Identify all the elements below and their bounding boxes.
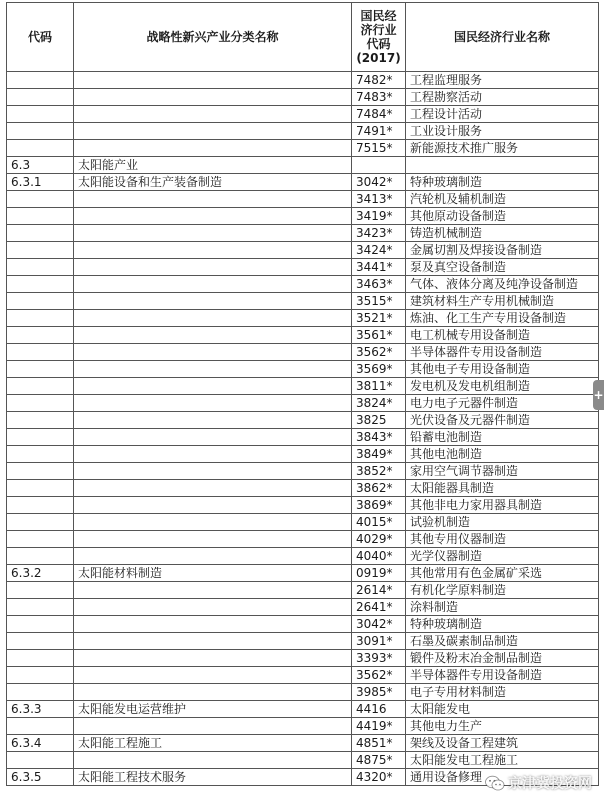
row-code [7,344,74,361]
row-code [7,480,74,497]
table-row [7,548,599,565]
row-code [7,718,74,735]
row-code [7,548,74,565]
row-national-name: 发电机及发电机组制造 [406,378,599,395]
row-category-name: 太阳能材料制造 [74,565,352,582]
row-category-name: 太阳能工程施工 [74,735,352,752]
row-code [7,293,74,310]
row-national-code: 3862* [352,480,406,497]
row-national-code: 4851* [352,735,406,752]
row-code: 6.3.5 [7,769,74,786]
row-national-code: 3569* [352,361,406,378]
row-national-name: 半导体器件专用设备制造 [406,344,599,361]
row-category-name [74,327,352,344]
row-national-name: 工业设计服务 [406,123,599,140]
row-national-code: 3824* [352,395,406,412]
table-row [7,446,599,463]
row-national-code: 7491* [352,123,406,140]
row-national-name: 锻件及粉末冶金制品制造 [406,650,599,667]
table-row [7,225,599,242]
header-national-code-line: 国民经 [360,9,397,23]
row-national-name: 铸造机械制造 [406,225,599,242]
row-national-name: 铅蓄电池制造 [406,429,599,446]
row-code: 6.3.1 [7,174,74,191]
row-code [7,616,74,633]
row-national-code: 3521* [352,310,406,327]
row-national-name: 泵及真空设备制造 [406,259,599,276]
table-row [7,497,599,514]
row-national-name: 工程勘察活动 [406,89,599,106]
table-row [7,667,599,684]
table-row [7,701,599,718]
industry-classification-table [6,2,599,786]
row-national-code: 3843* [352,429,406,446]
row-national-code: 4040* [352,548,406,565]
row-category-name [74,514,352,531]
row-national-code: 3825 [352,412,406,429]
row-code [7,106,74,123]
row-national-code: 3869* [352,497,406,514]
row-category-name [74,106,352,123]
row-category-name [74,616,352,633]
row-national-name: 其他电子专用设备制造 [406,361,599,378]
row-code [7,72,74,89]
header-national-code-line: 济行业 [360,23,397,37]
row-national-name: 其他常用有色金属矿采选 [406,565,599,582]
row-category-name [74,718,352,735]
row-category-name [74,412,352,429]
row-code [7,89,74,106]
row-category-name [74,548,352,565]
row-national-code: 3463* [352,276,406,293]
table-row [7,565,599,582]
row-national-name: 工程监理服务 [406,72,599,89]
table-row [7,123,599,140]
table-row [7,650,599,667]
table-body [7,72,599,786]
row-code [7,140,74,157]
row-category-name [74,242,352,259]
row-code [7,446,74,463]
row-code [7,378,74,395]
row-code [7,497,74,514]
row-code [7,361,74,378]
row-national-code: 3424* [352,242,406,259]
watermark-text: 京津冀投资网 [508,776,592,792]
row-national-name: 光学仪器制造 [406,548,599,565]
table-row [7,735,599,752]
table-row [7,769,599,786]
row-category-name: 太阳能工程技术服务 [74,769,352,786]
row-national-code: 4875* [352,752,406,769]
row-national-code: 3413* [352,191,406,208]
header-national-code-line: 代码 [366,37,391,51]
row-national-name: 电工机械专用设备制造 [406,327,599,344]
row-national-code: 3393* [352,650,406,667]
row-national-name: 工程设计活动 [406,106,599,123]
row-national-code: 3423* [352,225,406,242]
row-national-code: 3985* [352,684,406,701]
row-national-code: 3849* [352,446,406,463]
row-category-name [74,361,352,378]
row-category-name [74,463,352,480]
row-category-name [74,276,352,293]
row-national-name: 太阳能发电工程施工 [406,752,599,769]
row-national-code: 0919* [352,565,406,582]
row-national-code: 7482* [352,72,406,89]
row-category-name [74,72,352,89]
row-national-code: 3562* [352,667,406,684]
header-code: 代码 [7,3,74,72]
table-row [7,157,599,174]
row-national-code: 3561* [352,327,406,344]
header-category-name: 战略性新兴产业分类名称 [74,3,352,72]
row-code [7,599,74,616]
row-code [7,225,74,242]
table-row [7,684,599,701]
table-row [7,344,599,361]
row-category-name [74,89,352,106]
row-category-name [74,395,352,412]
row-national-name: 太阳能器具制造 [406,480,599,497]
row-national-name: 特种玻璃制造 [406,616,599,633]
row-national-name: 其他电池制造 [406,446,599,463]
row-category-name [74,667,352,684]
row-national-code: 4320* [352,769,406,786]
row-national-code: 3091* [352,633,406,650]
table-row [7,616,599,633]
row-national-code: 3811* [352,378,406,395]
row-national-code: 3441* [352,259,406,276]
row-category-name [74,225,352,242]
row-national-code: 3515* [352,293,406,310]
row-national-code: 3042* [352,174,406,191]
row-national-code: 3419* [352,208,406,225]
row-code [7,242,74,259]
row-national-name: 其他电力生产 [406,718,599,735]
row-national-name: 光伏设备及元器件制造 [406,412,599,429]
table-row [7,276,599,293]
row-code [7,259,74,276]
row-code: 6.3.2 [7,565,74,582]
row-code [7,395,74,412]
row-category-name [74,293,352,310]
row-national-code: 7483* [352,89,406,106]
table-row [7,582,599,599]
row-category-name [74,259,352,276]
row-code [7,531,74,548]
header-national-name: 国民经济行业名称 [406,3,599,72]
table-row [7,293,599,310]
row-national-name: 建筑材料生产专用机械制造 [406,293,599,310]
plus-icon: + [593,388,604,402]
table-row [7,89,599,106]
row-national-code: 3042* [352,616,406,633]
table-row [7,327,599,344]
row-national-name: 其他非电力家用器具制造 [406,497,599,514]
row-category-name [74,582,352,599]
row-category-name [74,752,352,769]
table-row [7,174,599,191]
row-code [7,191,74,208]
row-category-name [74,191,352,208]
row-national-name: 涂料制造 [406,599,599,616]
row-category-name [74,633,352,650]
table-row [7,633,599,650]
table-row [7,208,599,225]
row-national-name: 特种玻璃制造 [406,174,599,191]
table-row [7,242,599,259]
row-national-name: 电力电子元器件制造 [406,395,599,412]
row-national-code: 7515* [352,140,406,157]
table-row [7,310,599,327]
row-category-name: 太阳能产业 [74,157,352,174]
header-national-code [352,3,406,72]
row-national-code: 4419* [352,718,406,735]
row-national-name: 石墨及碳素制品制造 [406,633,599,650]
row-code [7,429,74,446]
row-category-name [74,123,352,140]
row-code [7,327,74,344]
row-national-name: 金属切割及焊接设备制造 [406,242,599,259]
row-national-name [406,157,599,174]
row-national-name: 电子专用材料制造 [406,684,599,701]
row-national-code: 2641* [352,599,406,616]
row-code [7,208,74,225]
row-national-name: 架线及设备工程建筑 [406,735,599,752]
table-row [7,395,599,412]
row-category-name [74,446,352,463]
row-category-name: 太阳能发电运营维护 [74,701,352,718]
row-code [7,582,74,599]
table-row [7,480,599,497]
row-category-name [74,497,352,514]
table-row [7,191,599,208]
header-national-code-line: (2017) [356,51,401,65]
row-national-name: 气体、液体分离及纯净设备制造 [406,276,599,293]
row-category-name: 太阳能设备和生产装备制造 [74,174,352,191]
table-row [7,72,599,89]
row-national-code: 7484* [352,106,406,123]
row-code [7,752,74,769]
row-national-name: 半导体器件专用设备制造 [406,667,599,684]
side-expand-tab[interactable] [593,380,604,410]
row-national-name: 试验机制造 [406,514,599,531]
row-code [7,463,74,480]
row-national-name: 有机化学原料制造 [406,582,599,599]
table-row [7,599,599,616]
row-national-name: 太阳能发电 [406,701,599,718]
row-national-name: 炼油、化工生产专用设备制造 [406,310,599,327]
row-category-name [74,310,352,327]
table-row [7,463,599,480]
row-national-name: 家用空气调节器制造 [406,463,599,480]
row-code [7,123,74,140]
row-national-name: 新能源技术推广服务 [406,140,599,157]
table-row [7,752,599,769]
row-code [7,650,74,667]
row-national-code [352,157,406,174]
row-code: 6.3 [7,157,74,174]
table-row [7,514,599,531]
row-code [7,276,74,293]
table-row [7,531,599,548]
table-row [7,361,599,378]
row-national-name: 汽轮机及辅机制造 [406,191,599,208]
header-row [7,3,599,72]
row-code [7,633,74,650]
row-code [7,684,74,701]
row-code [7,310,74,327]
row-national-name: 其他原动设备制造 [406,208,599,225]
table-row [7,106,599,123]
row-national-code: 2614* [352,582,406,599]
row-category-name [74,208,352,225]
table-row [7,259,599,276]
row-national-code: 4416 [352,701,406,718]
row-code [7,412,74,429]
row-national-code: 3852* [352,463,406,480]
table-row [7,140,599,157]
row-category-name [74,599,352,616]
row-category-name [74,480,352,497]
row-national-name: 其他专用仪器制造 [406,531,599,548]
row-category-name [74,344,352,361]
row-category-name [74,378,352,395]
row-national-code: 4015* [352,514,406,531]
table-row [7,378,599,395]
row-category-name [74,650,352,667]
table-row [7,412,599,429]
row-code [7,667,74,684]
row-national-code: 4029* [352,531,406,548]
row-national-name: 通用设备修理 [406,769,599,786]
table-row [7,718,599,735]
table-row [7,429,599,446]
row-national-code: 3562* [352,344,406,361]
row-category-name [74,140,352,157]
row-code [7,514,74,531]
row-category-name [74,684,352,701]
row-code: 6.3.3 [7,701,74,718]
row-code: 6.3.4 [7,735,74,752]
row-category-name [74,531,352,548]
row-category-name [74,429,352,446]
